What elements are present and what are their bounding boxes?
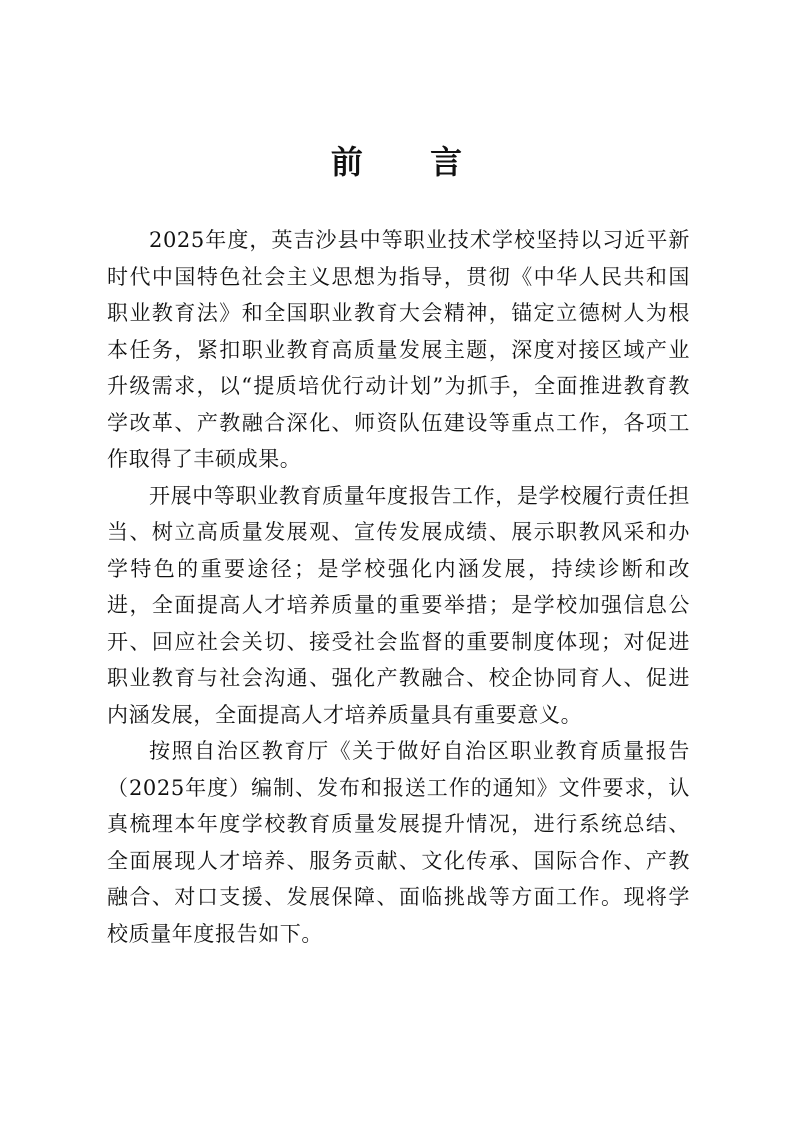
body-text [107,222,690,952]
paragraph-intro: 2025年度，英吉沙县中等职业技术学校坚持以习近平新时代中国特色社会主义思想为指导，贯彻《中华人民共和国职业教育法》和全国职业教育大会精神，锚定立德树人为根本任务，紧扣职业教育高质量发展主题，深度对接区域产业升级需求，以“提质培优行动计划”为抓手，全面推进教育教学改革、产教融合深化、师资队伍建设等重点工作，各项工作取得了丰硕成果。 [107,228,690,471]
page-title: 前 言 [330,143,491,181]
paragraph-significance: 开展中等职业教育质量年度报告工作，是学校履行责任担当、树立高质量发展观、宣传发展成绩、展示职教风采和办学特色的重要途径；是学校强化内涵发展，持续诊断和改进，全面提高人才培养质量的重要举措；是学校加强信息公开、回应社会关切、接受社会监督的重要制度体现；对促进职业教育与社会沟通、强化产教融合、校企协同育人、促进内涵发展，全面提高人才培养质量具有重要意义。 [107,483,690,727]
paragraph-requirements: 按照自治区教育厅《关于做好自治区职业教育质量报告（2025年度）编制、发布和报送工作的通知》文件要求，认真梳理本年度学校教育质量发展提升情况，进行系统总结、全面展现人才培养、服务贡献、文化传承、国际合作、产教融合、对口支援、发展保障、面临挑战等方面工作。现将学校质量年度报告如下。 [107,739,690,946]
